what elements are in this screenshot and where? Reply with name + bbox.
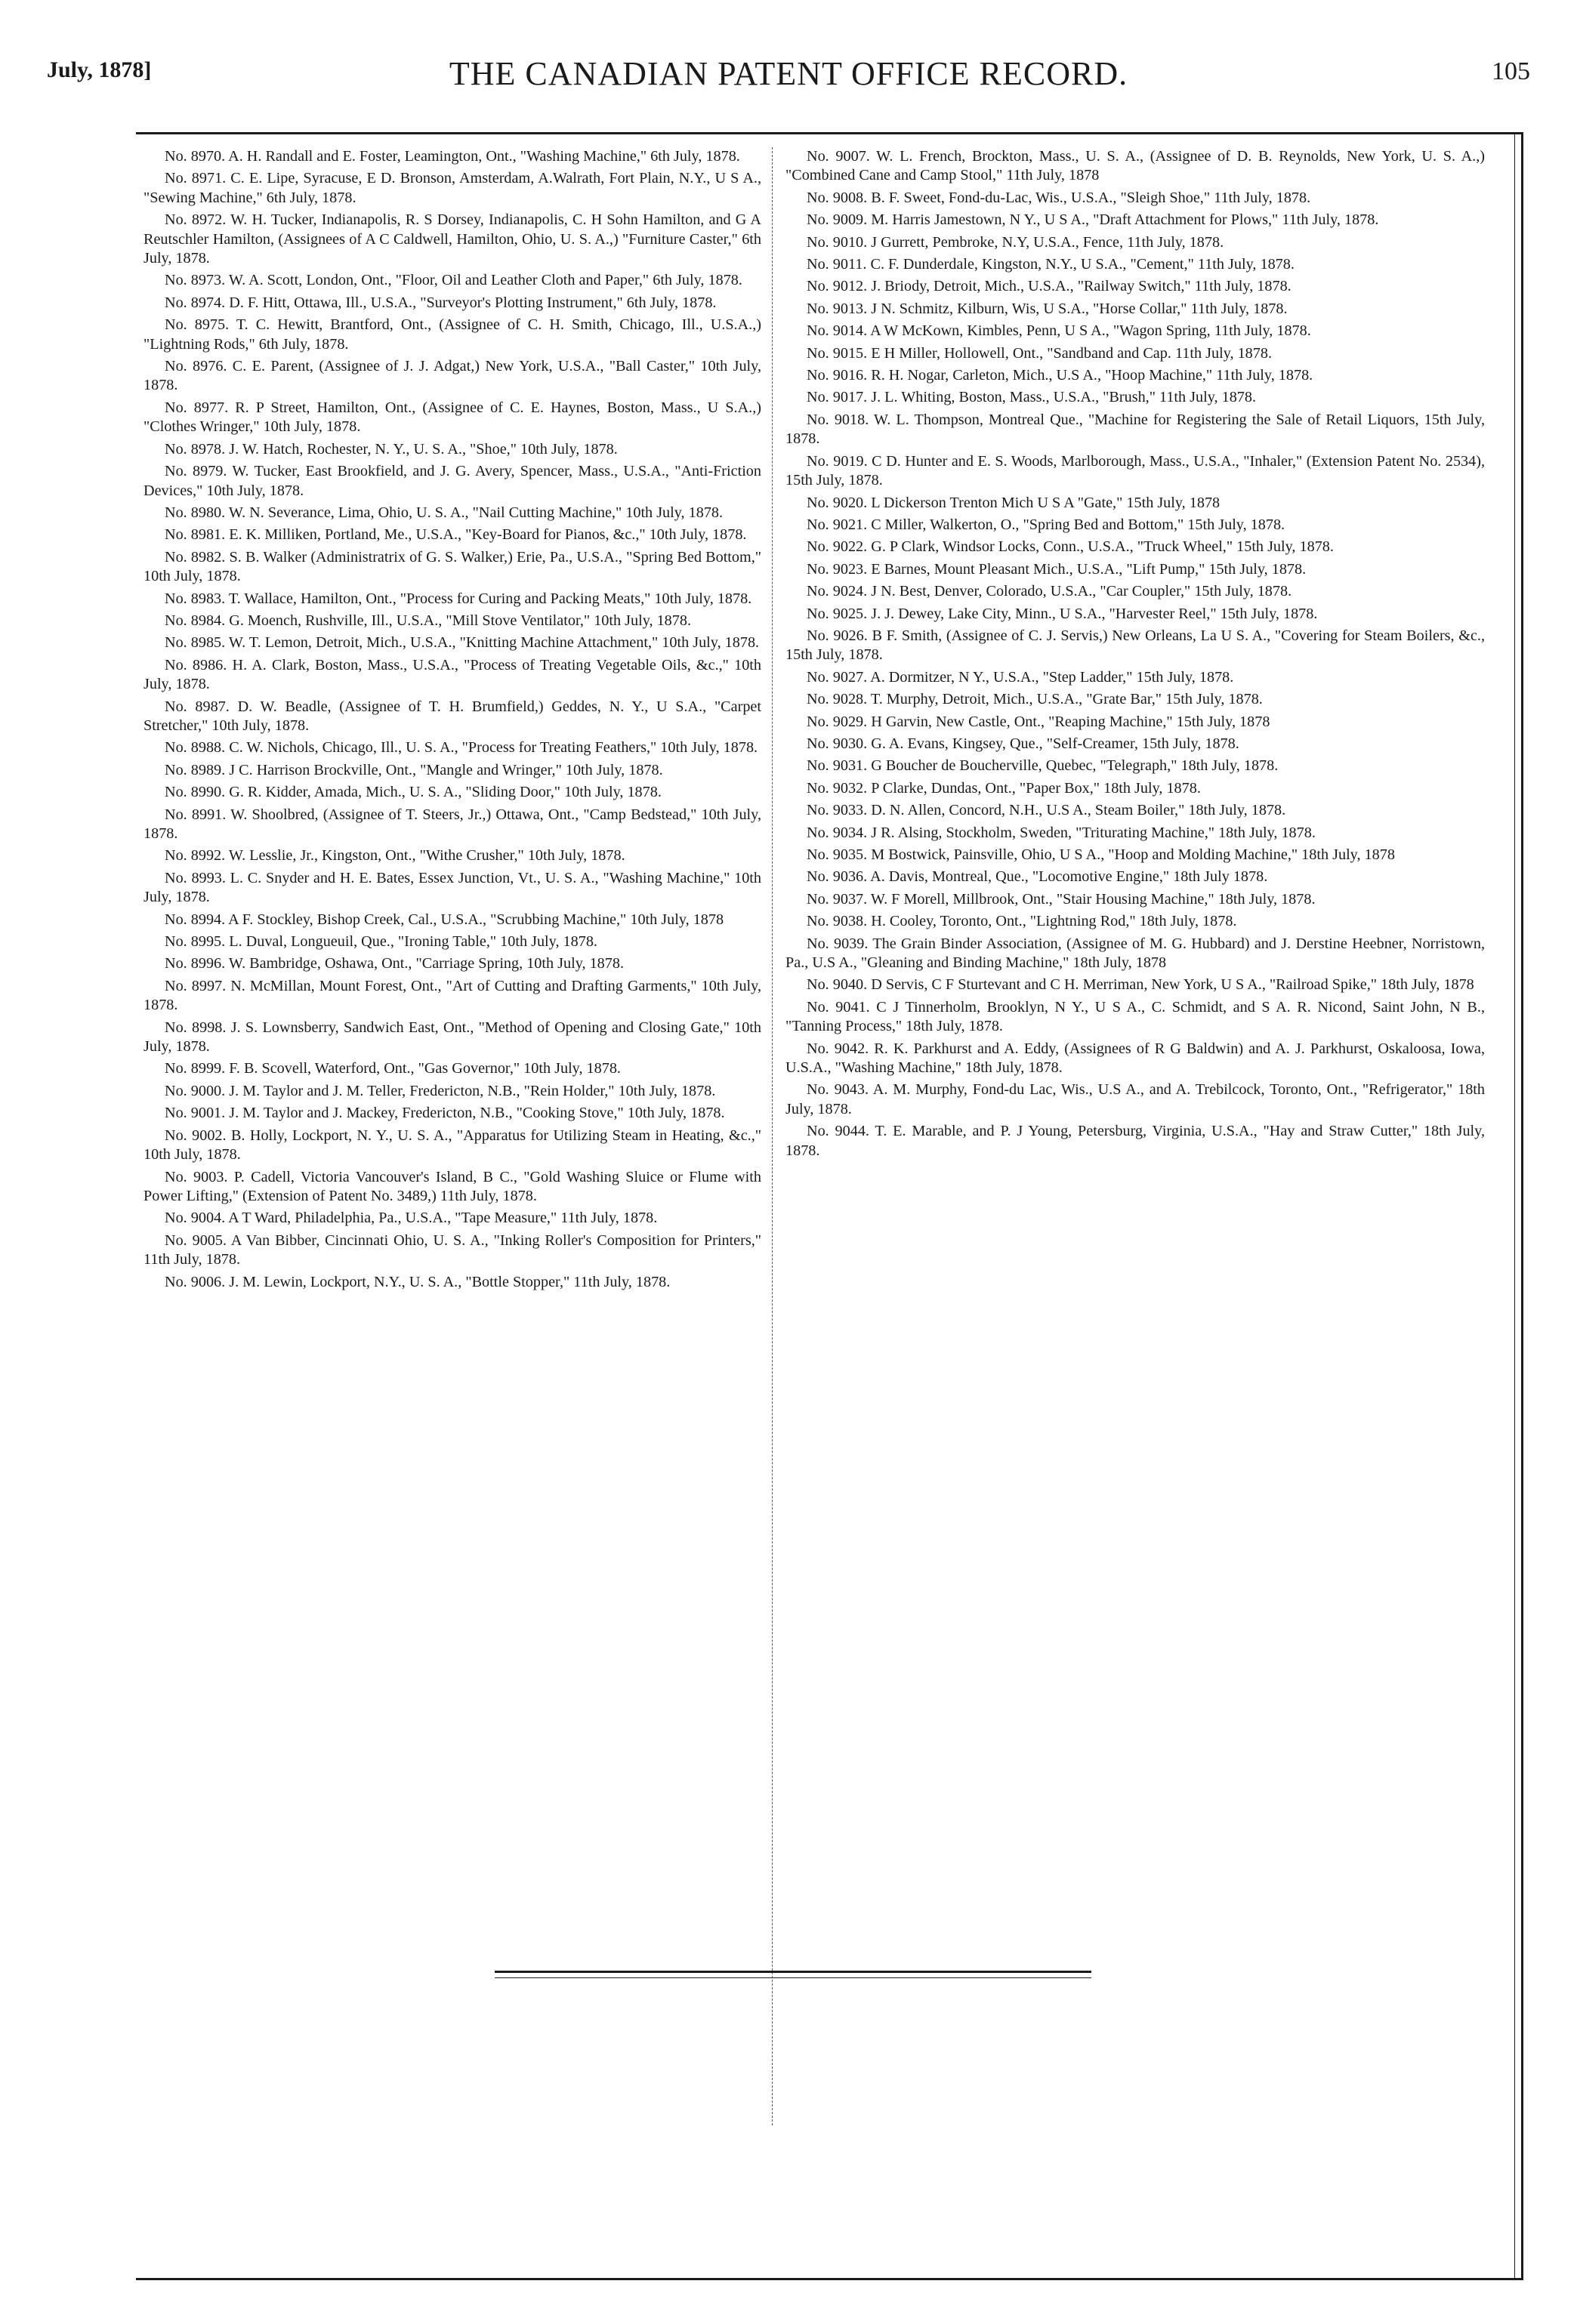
patent-entry: No. 8993. L. C. Snyder and H. E. Bates, Essex Junction, Vt., U. S. A., "Washing Machine," 10th July, 1878. [144, 869, 761, 906]
patent-entry: No. 9019. C D. Hunter and E. S. Woods, Marlborough, Mass., U.S.A., "Inhaler," (Extension Patent No. 2534), 15th July, 1878. [785, 452, 1485, 489]
patent-entry: No. 8987. D. W. Beadle, (Assignee of T. H. Brumfield,) Geddes, N. Y., U S.A., "Carpet Stretcher," 10th July, 1878. [144, 698, 761, 734]
patent-entry: No. 9021. C Miller, Walkerton, O., "Spring Bed and Bottom," 15th July, 1878. [807, 516, 1285, 533]
patent-entry: No. 9038. H. Cooley, Toronto, Ont., "Lightning Rod," 18th July, 1878. [807, 913, 1237, 930]
patent-entry: No. 9000. J. M. Taylor and J. M. Teller, Fredericton, N.B., "Rein Holder," 10th July, 1878. [165, 1082, 716, 1099]
patent-entry: No. 9022. G. P Clark, Windsor Locks, Conn., U.S.A., "Truck Wheel," 15th July, 1878. [807, 538, 1334, 556]
patent-entry: No. 9027. A. Dormitzer, N Y., U.S.A., "Step Ladder," 15th July, 1878. [807, 668, 1234, 686]
column-divider [772, 147, 773, 2125]
patent-entry: No. 9037. W. F Morell, Millbrook, Ont., "Stair Housing Machine," 18th July, 1878. [807, 890, 1316, 908]
patent-entry: No. 9009. M. Harris Jamestown, N Y., U S A., "Draft Attachment for Plows," 11th July, 1878. [807, 211, 1379, 229]
patent-entry: No. 9031. G Boucher de Boucherville, Quebec, "Telegraph," 18th July, 1878. [807, 757, 1279, 775]
patent-entry: No. 9029. H Garvin, New Castle, Ont., "Reaping Machine," 15th July, 1878 [807, 713, 1270, 730]
patent-entry: No. 8984. G. Moench, Rushville, Ill., U.S.A., "Mill Stove Ventilator," 10th July, 1878. [165, 612, 691, 629]
patent-entry: No. 9034. J R. Alsing, Stockholm, Sweden, "Triturating Machine," 18th July, 1878. [807, 824, 1316, 841]
patent-entry: No. 9023. E Barnes, Mount Pleasant Mich., U.S.A., "Lift Pump," 15th July, 1878. [807, 560, 1307, 578]
patent-entry: No. 8970. A. H. Randall and E. Foster, Leamington, Ont., "Washing Machine," 6th July, 1878. [165, 148, 740, 165]
patent-entry: No. 8991. W. Shoolbred, (Assignee of T. Steers, Jr.,) Ottawa, Ont., "Camp Bedstead," 10th July, 1878. [144, 806, 761, 842]
patent-entry: No. 9014. A W McKown, Kimbles, Penn, U S A., "Wagon Spring, 11th July, 1878. [807, 322, 1311, 340]
end-rule-thick [495, 1971, 1091, 1973]
patent-entry: No. 8982. S. B. Walker (Administratrix of G. S. Walker,) Erie, Pa., U.S.A., "Spring Bed Bottom," 10th July, 1878. [144, 548, 761, 585]
patent-entry: No. 9039. The Grain Binder Association, (Assignee of M. G. Hubbard) and J. Derstine Heebner, Norristown, Pa., U.S A., "Gleaning and Binding Machine," 18th July, 1878 [785, 935, 1485, 972]
patent-entry: No. 9030. G. A. Evans, Kingsey, Que., "Self-Creamer, 15th July, 1878. [807, 735, 1239, 752]
patent-entry: No. 9002. B. Holly, Lockport, N. Y., U. S. A., "Apparatus for Utilizing Steam in Heating, &c.," 10th July, 1878. [144, 1127, 761, 1164]
patent-entry: No. 9036. A. Davis, Montreal, Que., "Locomotive Engine," 18th July 1878. [807, 868, 1268, 886]
patent-entry: No. 9043. A. M. Murphy, Fond-du Lac, Wis., U.S A., and A. Trebilcock, Toronto, Ont., "Refrigerator," 18th July, 1878. [785, 1081, 1485, 1117]
patent-entry: No. 8981. E. K. Milliken, Portland, Me., U.S.A., "Key-Board for Pianos, &c.," 10th July, 1878. [165, 526, 747, 544]
patent-entry: No. 8995. L. Duval, Longueuil, Que., "Ironing Table," 10th July, 1878. [165, 933, 597, 951]
patent-entry: No. 8980. W. N. Severance, Lima, Ohio, U. S. A., "Nail Cutting Machine," 10th July, 1878. [165, 504, 724, 521]
patent-entry: No. 9005. A Van Bibber, Cincinnati Ohio, U. S. A., "Inking Roller's Composition for Printers," 11th July, 1878. [144, 1231, 761, 1268]
patent-entry: No. 9010. J Gurrett, Pembroke, N.Y, U.S.A., Fence, 11th July, 1878. [807, 233, 1224, 251]
end-rule-thin [495, 1977, 1091, 1978]
patent-entry: No. 9013. J N. Schmitz, Kilburn, Wis, U S.A., "Horse Collar," 11th July, 1878. [807, 300, 1288, 317]
patent-entry: No. 9040. D Servis, C F Sturtevant and C H. Merriman, New York, U S A., "Railroad Spike," 18th July, 1878 [807, 976, 1474, 994]
patent-entry: No. 9008. B. F. Sweet, Fond-du-Lac, Wis., U.S.A., "Sleigh Shoe," 11th July, 1878. [807, 189, 1311, 206]
patent-entry: No. 8999. F. B. Scovell, Waterford, Ont., "Gas Governor," 10th July, 1878. [165, 1060, 621, 1077]
patent-entry: No. 8986. H. A. Clark, Boston, Mass., U.S.A., "Process of Treating Vegetable Oils, &c.," 10th July, 1878. [144, 656, 761, 693]
patent-entry: No. 8978. J. W. Hatch, Rochester, N. Y., U. S. A., "Shoe," 10th July, 1878. [165, 440, 618, 458]
patent-entry: No. 9018. W. L. Thompson, Montreal Que., "Machine for Registering the Sale of Retail Liquors, 15th July, 1878. [785, 411, 1485, 448]
patent-entry: No. 8979. W. Tucker, East Brookfield, and J. G. Avery, Spencer, Mass., U.S.A., "Anti-Friction Devices," 10th July, 1878. [144, 463, 761, 499]
patent-entry: No. 8975. T. C. Hewitt, Brantford, Ont., (Assignee of C. H. Smith, Chicago, Ill., U.S.A.,) "Lightning Rods," 6th July, 1878. [144, 316, 761, 353]
patent-entry: No. 8989. J C. Harrison Brockville, Ont., "Mangle and Wringer," 10th July, 1878. [165, 761, 663, 778]
patent-entry: No. 9042. R. K. Parkhurst and A. Eddy, (Assignees of R G Baldwin) and A. J. Parkhurst, Oskaloosa, Iowa, U.S.A., "Washing Machine," 18th July, 1878. [785, 1040, 1485, 1077]
patent-entry: No. 9033. D. N. Allen, Concord, N.H., U.S A., Steam Boiler," 18th July, 1878. [807, 802, 1286, 819]
patent-entry: No. 8973. W. A. Scott, London, Ont., "Floor, Oil and Leather Cloth and Paper," 6th July, 1878. [165, 272, 742, 289]
patent-entry: No. 8974. D. F. Hitt, Ottawa, Ill., U.S.A., "Surveyor's Plotting Instrument," 6th July, 1878. [165, 294, 717, 311]
patent-entry: No. 8983. T. Wallace, Hamilton, Ont., "Process for Curing and Packing Meats," 10th July, 1878. [165, 590, 752, 607]
patent-entry: No. 9032. P Clarke, Dundas, Ont., "Paper Box," 18th July, 1878. [807, 779, 1201, 797]
patent-entry: No. 9007. W. L. French, Brockton, Mass., U. S. A., (Assignee of D. B. Reynolds, New York, U. S. A.,) "Combined Cane and Camp Stool," 11th July, 1878 [785, 148, 1485, 184]
patent-entry: No. 9035. M Bostwick, Painsville, Ohio, U S A., "Hoop and Molding Machine," 18th July, 1878 [807, 846, 1395, 863]
page-number: 105 [1492, 57, 1530, 85]
patent-entry: No. 9004. A T Ward, Philadelphia, Pa., U.S.A., "Tape Measure," 11th July, 1878. [165, 1210, 658, 1227]
patent-entry: No. 9001. J. M. Taylor and J. Mackey, Fredericton, N.B., "Cooking Stove," 10th July, 1878. [165, 1105, 725, 1122]
patent-entry: No. 8976. C. E. Parent, (Assignee of J. J. Adgat,) New York, U.S.A., "Ball Caster," 10th July, 1878. [144, 358, 761, 394]
patent-entry: No. 8997. N. McMillan, Mount Forest, Ont., "Art of Cutting and Drafting Garments," 10th July, 1878. [144, 977, 761, 1014]
patent-entry: No. 9024. J N. Best, Denver, Colorado, U.S.A., "Car Coupler," 15th July, 1878. [807, 583, 1292, 600]
patent-entry: No. 8998. J. S. Lownsberry, Sandwich East, Ont., "Method of Opening and Closing Gate," 10th July, 1878. [144, 1019, 761, 1056]
patent-entry: No. 9020. L Dickerson Trenton Mich U S A "Gate," 15th July, 1878 [807, 494, 1221, 511]
patent-entry: No. 8988. C. W. Nichols, Chicago, Ill., U. S. A., "Process for Treating Feathers," 10th July, 1878. [165, 739, 758, 757]
patent-entry: No. 9028. T. Murphy, Detroit, Mich., U.S.A., "Grate Bar," 15th July, 1878. [807, 691, 1263, 708]
publication-title: THE CANADIAN PATENT OFFICE RECORD. [449, 55, 1128, 92]
patent-entry: No. 8992. W. Lesslie, Jr., Kingston, Ont., "Withe Crusher," 10th July, 1878. [165, 847, 625, 865]
patent-entry: No. 8977. R. P Street, Hamilton, Ont., (Assignee of C. E. Haynes, Boston, Mass., U S.A.,) "Clothes Wringer," 10th July, 1878. [144, 399, 761, 436]
patent-entry: No. 9017. J. L. Whiting, Boston, Mass., U.S.A., "Brush," 11th July, 1878. [807, 389, 1257, 406]
issue-date: July, 1878] [47, 57, 152, 82]
patent-entry: No. 9026. B F. Smith, (Assignee of C. J. Servis,) New Orleans, La U S. A., "Covering for Steam Boilers, &c., 15th July, 1878. [785, 627, 1485, 664]
patent-entry: No. 8996. W. Bambridge, Oshawa, Ont., "Carriage Spring, 10th July, 1878. [165, 955, 625, 972]
patent-entry: No. 9041. C J Tinnerholm, Brooklyn, N Y., U S A., C. Schmidt, and S A. R. Nicond, Saint John, N B., "Tanning Process," 18th July, 1878. [785, 998, 1485, 1035]
patent-entry: No. 9006. J. M. Lewin, Lockport, N.Y., U. S. A., "Bottle Stopper," 11th July, 1878. [165, 1273, 671, 1290]
patent-entry: No. 9044. T. E. Marable, and P. J Young, Petersburg, Virginia, U.S.A., "Hay and Straw Cutter," 18th July, 1878. [785, 1123, 1485, 1159]
patent-entry: No. 8985. W. T. Lemon, Detroit, Mich., U.S.A., "Knitting Machine Attachment," 10th July, 1878. [165, 634, 760, 652]
right-column [785, 147, 1485, 1164]
page-header [47, 54, 1530, 107]
patent-entry: No. 9012. J. Briody, Detroit, Mich., U.S.A., "Railway Switch," 11th July, 1878. [807, 278, 1292, 295]
patent-entry: No. 8990. G. R. Kidder, Amada, Mich., U. S. A., "Sliding Door," 10th July, 1878. [165, 784, 662, 801]
left-column [144, 147, 761, 1295]
patent-entry: No. 8972. W. H. Tucker, Indianapolis, R. S Dorsey, Indianapolis, C. H Sohn Hamilton, and G A Reutschler Hamilton, (Assignees of A C Caldwell, Hamilton, Ohio, U. S. A.,) "Furniture Caster," 6th July, 1878. [144, 211, 761, 267]
patent-entry: No. 9016. R. H. Nogar, Carleton, Mich., U.S A., "Hoop Machine," 11th July, 1878. [807, 367, 1313, 384]
patent-entry: No. 9015. E H Miller, Hollowell, Ont., "Sandband and Cap. 11th July, 1878. [807, 344, 1272, 362]
patent-entry: No. 9003. P. Cadell, Victoria Vancouver's Island, B C., "Gold Washing Sluice or Flume with Power Lifting," (Extension of Patent No. 3489,) 11th July, 1878. [144, 1168, 761, 1204]
patent-entry: No. 9025. J. J. Dewey, Lake City, Minn., U S.A., "Harvester Reel," 15th July, 1878. [807, 605, 1318, 622]
patent-entry: No. 8971. C. E. Lipe, Syracuse, E D. Bronson, Amsterdam, A.Walrath, Fort Plain, N.Y., U S A., "Sewing Machine," 6th July, 1878. [144, 170, 761, 206]
patent-entry: No. 9011. C. F. Dunderdale, Kingston, N.Y., U S.A., "Cement," 11th July, 1878. [807, 256, 1295, 273]
patent-entry: No. 8994. A F. Stockley, Bishop Creek, Cal., U.S.A., "Scrubbing Machine," 10th July, 1878 [165, 911, 724, 928]
